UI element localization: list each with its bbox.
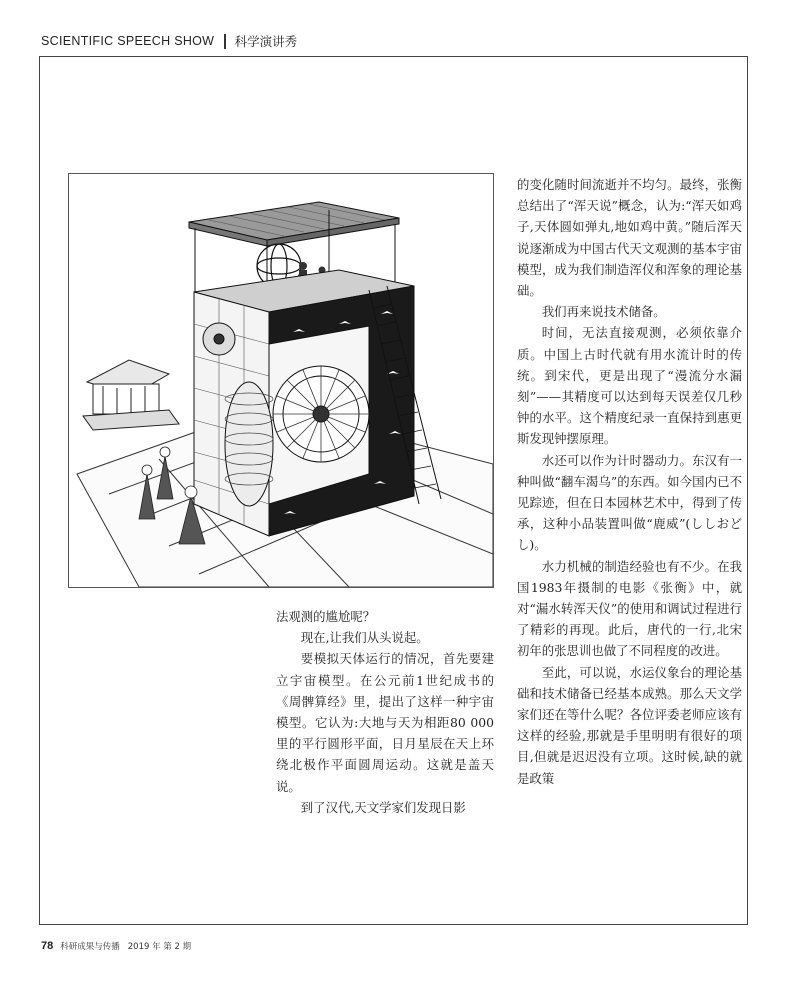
paragraph: 时间，无法直接观测，必须依靠介质。中国上古时代就有用水流计时的传统。到宋代，更是出现了“漫流分水漏刻”——其精度可以达到每天误差仅几秒钟的水平。这个精度纪录一直保持到惠更斯发现钟摆原理。 xyxy=(517,325,742,447)
paragraph: 现在,让我们从头说起。 xyxy=(300,630,429,646)
paragraph: 水还可以作为计时器动力。东汉有一种叫做“翻车渴乌”的东西。如今国内已不见踪迹，但在日本园林艺术中，得到了传承，这种小品装置叫做“鹿威”(ししおどし)。 xyxy=(517,452,742,553)
paragraph: 水力机械的制造经验也有不少。在我国1983年摄制的电影《张衡》中，就对“漏水转浑天仪”的使用和调试过程进行了精彩的再现。此后，唐代的一行,北宋初年的张思训也做了不同程度的改进。 xyxy=(517,558,742,659)
section-title-en: SCIENTIFIC SPEECH SHOW xyxy=(41,34,215,48)
page-footer xyxy=(41,940,191,952)
header-divider xyxy=(224,34,225,49)
water-powered-armillary-clock-tower-illustration-icon xyxy=(69,174,493,587)
clock-tower-figure xyxy=(68,173,494,588)
paragraph: 至此，可以说，水运仪象台的理论基础和技术储备已经基本成熟。那么天文学家们还在等什么呢？各位评委老师应该有这样的经验,那就是手里明明有很好的项目,但就是迟迟没有立项。这时候,缺的就是政策 xyxy=(517,664,742,786)
paragraph: 要模拟天体运行的情况，首先要建立宇宙模型。在公元前1世纪成书的《周髀算经》里，提出了这样一种宇宙模型。它认为:大地与天为相距80 000里的平行圆形平面，日月星辰在天上环绕北极作平面圆周运动。这就是盖天说。 xyxy=(276,651,494,794)
paragraph: 到了汉代,天文学家们发现日影 xyxy=(300,799,466,815)
paragraph: 法观测的尴尬呢？ xyxy=(276,609,376,624)
journal-name: 科研成果与传播 xyxy=(60,942,120,952)
body-text-left-column xyxy=(276,606,494,818)
paragraph: 我们再来说技术储备。 xyxy=(541,304,666,320)
section-header xyxy=(41,33,297,49)
page-number: 78 xyxy=(41,940,54,952)
section-title-cn: 科学演讲秀 xyxy=(234,34,298,49)
issue-label: 2019 年 第 2 期 xyxy=(127,942,192,952)
body-text-right-column xyxy=(517,174,742,789)
paragraph: 的变化随时间流逝并不均匀。最终，张衡总结出了“浑天说”概念，认为:“浑天如鸡子,天体圆如弹丸,地如鸡中黄。”随后浑天说逐渐成为中国古代天文观测的基本宇宙模型，成为我们制造浑仪和浑象的理论基础。 xyxy=(517,177,742,299)
